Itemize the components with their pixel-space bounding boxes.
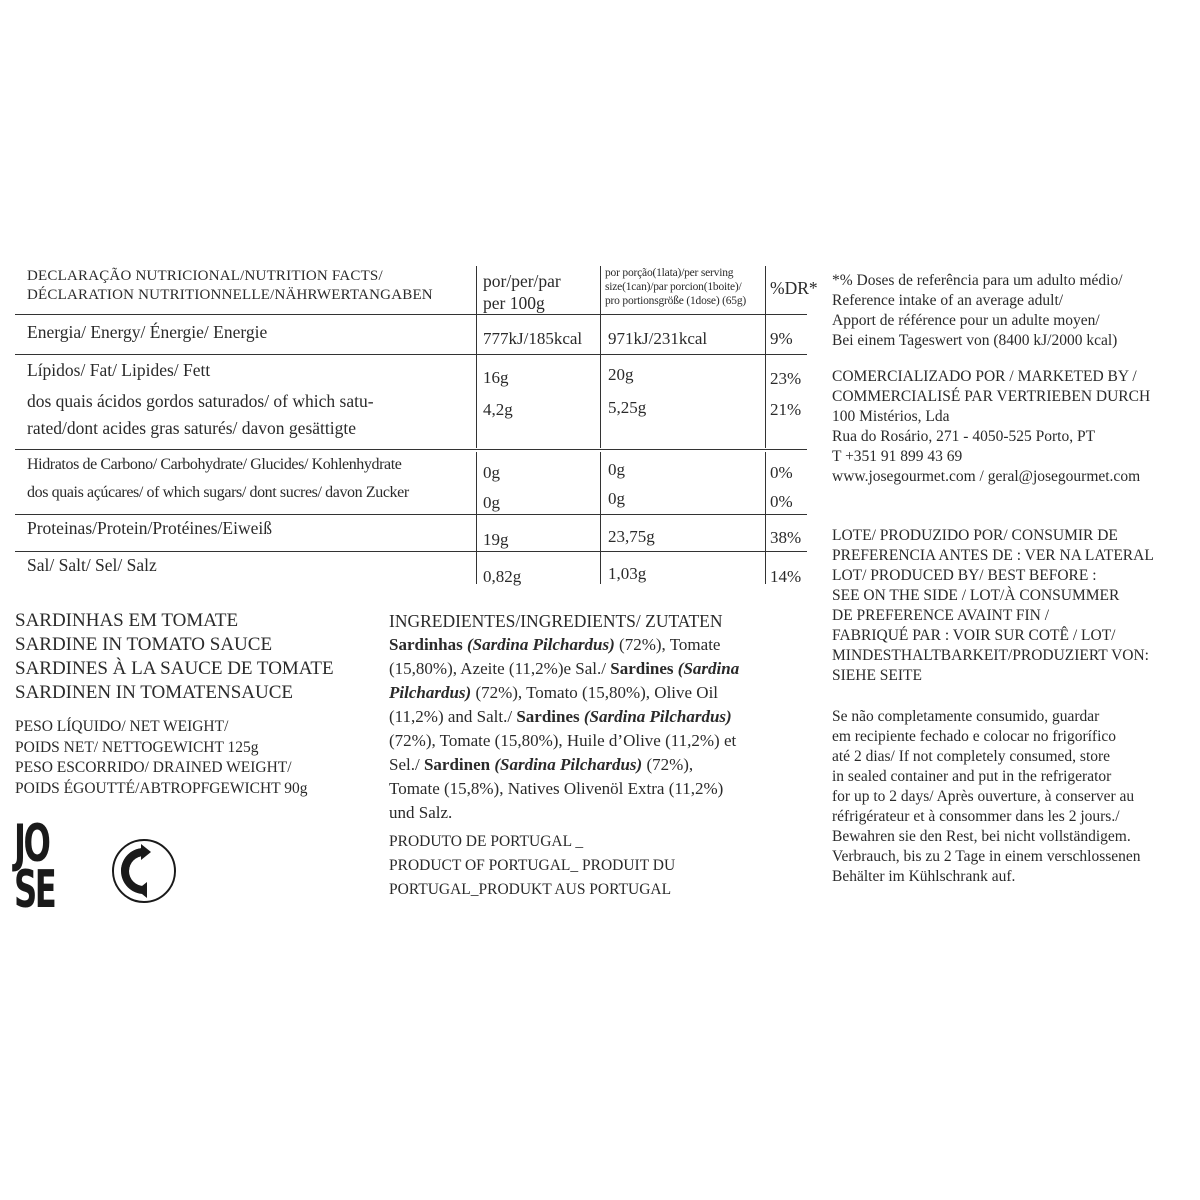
row-carbs-per100: 0g [483,463,500,482]
dr-header: %DR* [770,278,818,298]
reference-intake-note: *% Doses de referência para um adulto médio/ Reference intake of an average adult/ Apport de référence pour un adulte moyen/ Bei einem Tageswert von (8400 kJ/2000 kcal) [832,272,1123,349]
logo-letter-j: J [14,814,24,874]
row-carbs-serving: 0g [608,460,625,479]
row-protein-serving: 23,75g [608,527,655,546]
row-fat-per100: 16g [483,368,509,387]
storage-instructions: Se não completamente consumido, guardar em recipiente fechado e colocar no frigorífico até 2 dias/ If not completely consumed, store in sealed container and put in the refrigerator for up to 2 days/ Après ouverture, à conserver au réfrigérateur et à consommer dans les 2 jours./ Bewahren sie den Rest, bei nicht vollständigem. Verbrauch, bis zu 2 Tage in einem verschlossenen Behälter im Kühlschrank auf. [832,708,1141,885]
row-sugars-label: dos quais açúcares/ of which sugars/ dont sucres/ davon Zucker [27,484,409,501]
row-saturated-dr: 21% [770,400,802,419]
row-saturated-per100: 4,2g [483,400,513,419]
product-origin: PRODUTO DE PORTUGAL _ PRODUCT OF PORTUGAL_ PRODUIT DU PORTUGAL_PRODUKT AUS PORTUGAL [389,833,676,898]
row-protein-label: Proteinas/Protein/Protéines/Eiweiß [27,518,272,538]
row-fat-serving: 20g [608,365,634,384]
per100-header: por/per/par per 100g [483,271,561,313]
row-protein-per100: 19g [483,530,509,549]
green-dot-icon [111,838,177,904]
logo-letter-s: S [14,860,35,920]
lot-info: LOTE/ PRODUZIDO POR/ CONSUMIR DE PREFERENCIA ANTES DE : VER NA LATERAL LOT/ PRODUCED BY/ BEST BEFORE : SEE ON THE SIDE / LOT/À CONSUMMER DE PREFERENCE AVAINT FIN / FABRIQUÉ PAR : VOIR SUR COTÊ / LOT/ MINDESTHALTBARKEIT/PRODUZIERT VON: SIEHE SEITE [832,527,1154,684]
row-energy-dr: 9% [770,329,793,348]
serving-header: por porção(1lata)/per serving size(1can)/par porcion(1boite)/ pro portionsgröße (1dose) (65g) [605,267,747,307]
row-salt-per100: 0,82g [483,567,522,586]
nutrition-title-line2: DÉCLARATION NUTRITIONNELLE/NÄHRWERTANGABEN [27,287,433,303]
row-fat-dr: 23% [770,369,802,388]
row-salt-dr: 14% [770,567,802,586]
row-energy-per100: 777kJ/185kcal [483,329,583,348]
row-protein-dr: 38% [770,528,802,547]
row-sugars-serving: 0g [608,489,625,508]
row-carbs-label: Hidratos de Carbono/ Carbohydrate/ Glucides/ Kohlenhydrate [27,456,402,473]
row-saturated-serving: 5,25g [608,398,647,417]
logo-letter-e: E [34,860,55,920]
row-energy-serving: 971kJ/231kcal [608,329,708,348]
product-weights: PESO LÍQUIDO/ NET WEIGHT/ POIDS NET/ NETTOGEWICHT 125g PESO ESCORRIDO/ DRAINED WEIGHT/ POIDS ÉGOUTTÉ/ABTROPFGEWICHT 90g [15,718,308,797]
row-carbs-dr: 0% [770,463,793,482]
marketer-info: COMERCIALIZADO POR / MARKETED BY / COMMERCIALISÉ PAR VERTRIEBEN DURCH 100 Mistérios, Lda Rua do Rosário, 271 - 4050-525 Porto, PT T +351 91 899 43 69 www.josegourmet.com / geral@josegourmet.com [832,368,1151,485]
row-saturated-label: dos quais ácidos gordos saturados/ of which satu- rated/dont acides gras saturés/ davon gesättigte [27,391,374,438]
ingredients-title: INGREDIENTES/INGREDIENTS/ ZUTATEN [389,611,723,631]
ingredients-text: Sardinhas (Sardina Pilchardus) (72%), Tomate (15,80%), Azeite (11,2%)e Sal./ Sardines (Sardina Pilchardus) (72%), Tomato (15,80%), Olive Oil (11,2%) and Salt./ Sardines (Sardina Pilchardus) (72%), Tomate (15,80%), Huile d’Olive (11,2%) et Sel./ Sardinen (Sardina Pilchardus) (72%), Tomate (15,8%), Natives Olivenöl Extra (11,2%) und Salz. [389,635,740,822]
row-sugars-dr: 0% [770,492,793,511]
row-sugars-per100: 0g [483,493,500,512]
logo-letter-o: O [23,814,49,874]
row-salt-label: Sal/ Salt/ Sel/ Salz [27,555,157,575]
row-fat-label: Lípidos/ Fat/ Lipides/ Fett [27,360,211,380]
row-salt-serving: 1,03g [608,564,647,583]
product-names: SARDINHAS EM TOMATE SARDINE IN TOMATO SAUCE SARDINES À LA SAUCE DE TOMATE SARDINEN IN TOMATENSAUCE [15,610,334,703]
jose-logo [14,814,74,920]
nutrition-title-line1: DECLARAÇÃO NUTRICIONAL/NUTRITION FACTS/ [27,268,383,284]
row-energy-label: Energia/ Energy/ Énergie/ Energie [27,322,268,342]
